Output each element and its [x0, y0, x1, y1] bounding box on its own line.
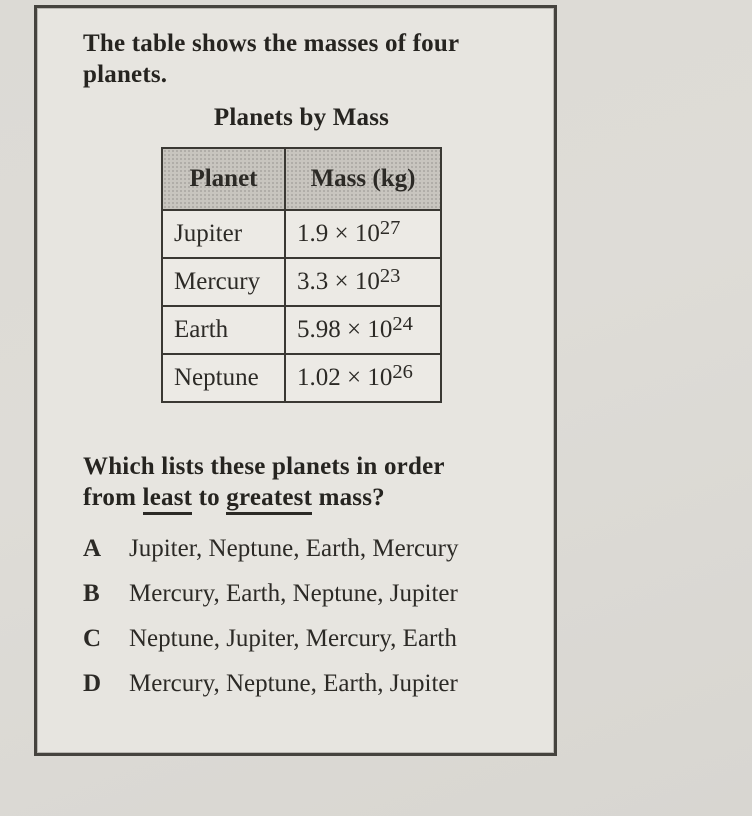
- mass-base: 5.98 × 10: [297, 316, 393, 343]
- mass-base: 1.9 × 10: [297, 220, 380, 247]
- table-row: [162, 306, 441, 354]
- choice-text: Mercury, Earth, Neptune, Jupiter: [129, 580, 458, 607]
- mass-cell: [285, 306, 441, 354]
- answer-choices: [83, 534, 520, 699]
- question-intro: The table shows the masses of four planets.: [83, 30, 459, 88]
- mass-exponent: 26: [392, 361, 413, 384]
- question-line1: Which lists these planets in order: [83, 453, 445, 480]
- planet-cell: Earth: [162, 306, 285, 354]
- choice-letter: C: [83, 625, 102, 652]
- table-header-mass: Mass (kg): [285, 148, 441, 210]
- choice-row-c: [83, 624, 520, 654]
- choice-row-b: [83, 579, 520, 609]
- planet-cell: Neptune: [162, 354, 285, 402]
- choice-letter: B: [83, 580, 100, 607]
- mass-exponent: 24: [392, 313, 413, 336]
- mass-base: 3.3 × 10: [297, 268, 380, 295]
- choice-row-a: [83, 534, 520, 564]
- question-text: [83, 451, 520, 513]
- table-title: Planets by Mass: [213, 104, 390, 131]
- question-box: [34, 5, 557, 756]
- planet-cell: Mercury: [162, 258, 285, 306]
- planet-cell: Jupiter: [162, 210, 285, 258]
- mass-exponent: 27: [379, 217, 401, 240]
- table-header-planet: Planet: [162, 148, 285, 210]
- table-row: [162, 258, 441, 306]
- question-line2-mid: to: [192, 484, 227, 511]
- choice-row-d: [83, 669, 520, 699]
- table-header-row: [162, 148, 441, 210]
- mass-base: 1.02 × 10: [297, 364, 393, 391]
- mass-exponent: 23: [379, 265, 401, 288]
- choice-text: Jupiter, Neptune, Earth, Mercury: [129, 535, 459, 562]
- question-line2-post: mass?: [312, 484, 385, 511]
- table-row: [162, 354, 441, 402]
- question-underline-least: least: [143, 484, 193, 515]
- question-underline-greatest: greatest: [226, 484, 312, 515]
- mass-cell: [285, 354, 441, 402]
- choice-letter: A: [83, 535, 102, 562]
- choice-letter: D: [83, 670, 102, 697]
- question-line2-pre: from: [83, 484, 143, 511]
- mass-cell: [285, 258, 441, 306]
- choice-text: Neptune, Jupiter, Mercury, Earth: [129, 625, 457, 652]
- planets-mass-table: [161, 147, 442, 403]
- table-row: [162, 210, 441, 258]
- mass-cell: [285, 210, 441, 258]
- choice-text: Mercury, Neptune, Earth, Jupiter: [129, 670, 458, 697]
